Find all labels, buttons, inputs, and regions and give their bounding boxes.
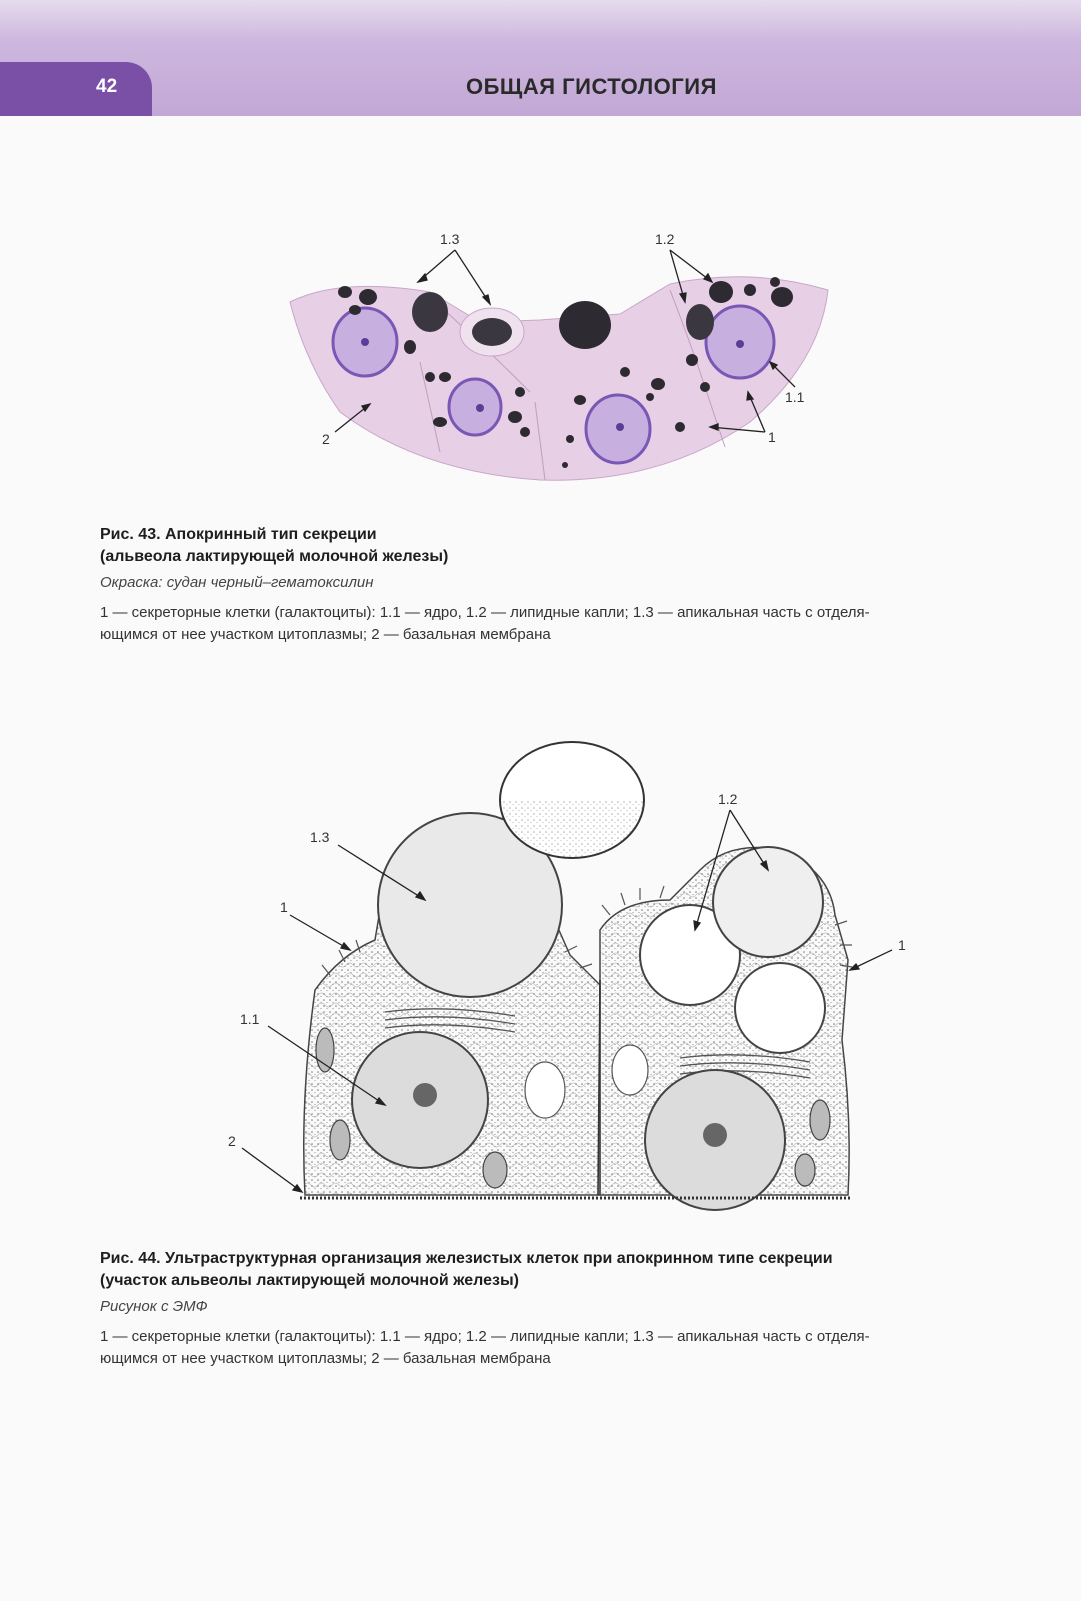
- figure-43-illustration: [280, 222, 880, 502]
- figure-43-legend-line2: ющимся от нее участком цитоплазмы; 2 — базальная мембрана: [100, 626, 551, 643]
- label-1-left: 1: [280, 899, 288, 915]
- page-number-tab: [0, 62, 152, 116]
- nucleus: [449, 379, 501, 435]
- figure-44-source: Рисунок с ЭМФ: [100, 1298, 208, 1315]
- lipid-droplet: [713, 847, 823, 957]
- figure-44-title-line1: Рис. 44. Ультраструктурная организация железистых клеток при апокринном типе секреции: [100, 1250, 833, 1267]
- figure-44-illustration: [220, 740, 940, 1240]
- lipid-droplet: [472, 318, 512, 346]
- label-1-1: 1.1: [785, 389, 805, 405]
- label-1: 1: [768, 429, 776, 445]
- page-number: 42: [96, 76, 118, 97]
- section-title: ОБЩАЯ ГИСТОЛОГИЯ: [466, 74, 717, 99]
- label-1-3: 1.3: [310, 829, 330, 845]
- label-2: 2: [322, 431, 330, 447]
- label-1-2: 1.2: [718, 791, 738, 807]
- figure-43-title-line2: (альвеола лактирующей молочной железы): [100, 548, 449, 565]
- label-1-right: 1: [898, 937, 906, 953]
- label-2: 2: [228, 1133, 236, 1149]
- lipid-droplet: [559, 301, 611, 349]
- figure-43-stain: Окраска: судан черный–гематоксилин: [100, 574, 374, 591]
- label-1-1: 1.1: [240, 1011, 260, 1027]
- lipid-droplet: [686, 304, 714, 340]
- figure-43-title-line1: Рис. 43. Апокринный тип секреции: [100, 526, 377, 543]
- figure-44-legend-line2: ющимся от нее участком цитоплазмы; 2 — базальная мембрана: [100, 1350, 551, 1367]
- label-1-2: 1.2: [655, 231, 675, 247]
- figure-44-legend-line1: 1 — секреторные клетки (галактоциты): 1.1 — ядро; 1.2 — липидные капли; 1.3 — апикальная часть с отделя-: [100, 1328, 870, 1345]
- lipid-droplet: [412, 292, 448, 332]
- figure-44-title-line2: (участок альвеолы лактирующей молочной железы): [100, 1272, 519, 1289]
- figure-43-legend-line1: 1 — секреторные клетки (галактоциты): 1.1 — ядро, 1.2 — липидные капли; 1.3 — апикальная часть с отделя-: [100, 604, 870, 621]
- lipid-droplet: [735, 963, 825, 1053]
- label-1-3: 1.3: [440, 231, 460, 247]
